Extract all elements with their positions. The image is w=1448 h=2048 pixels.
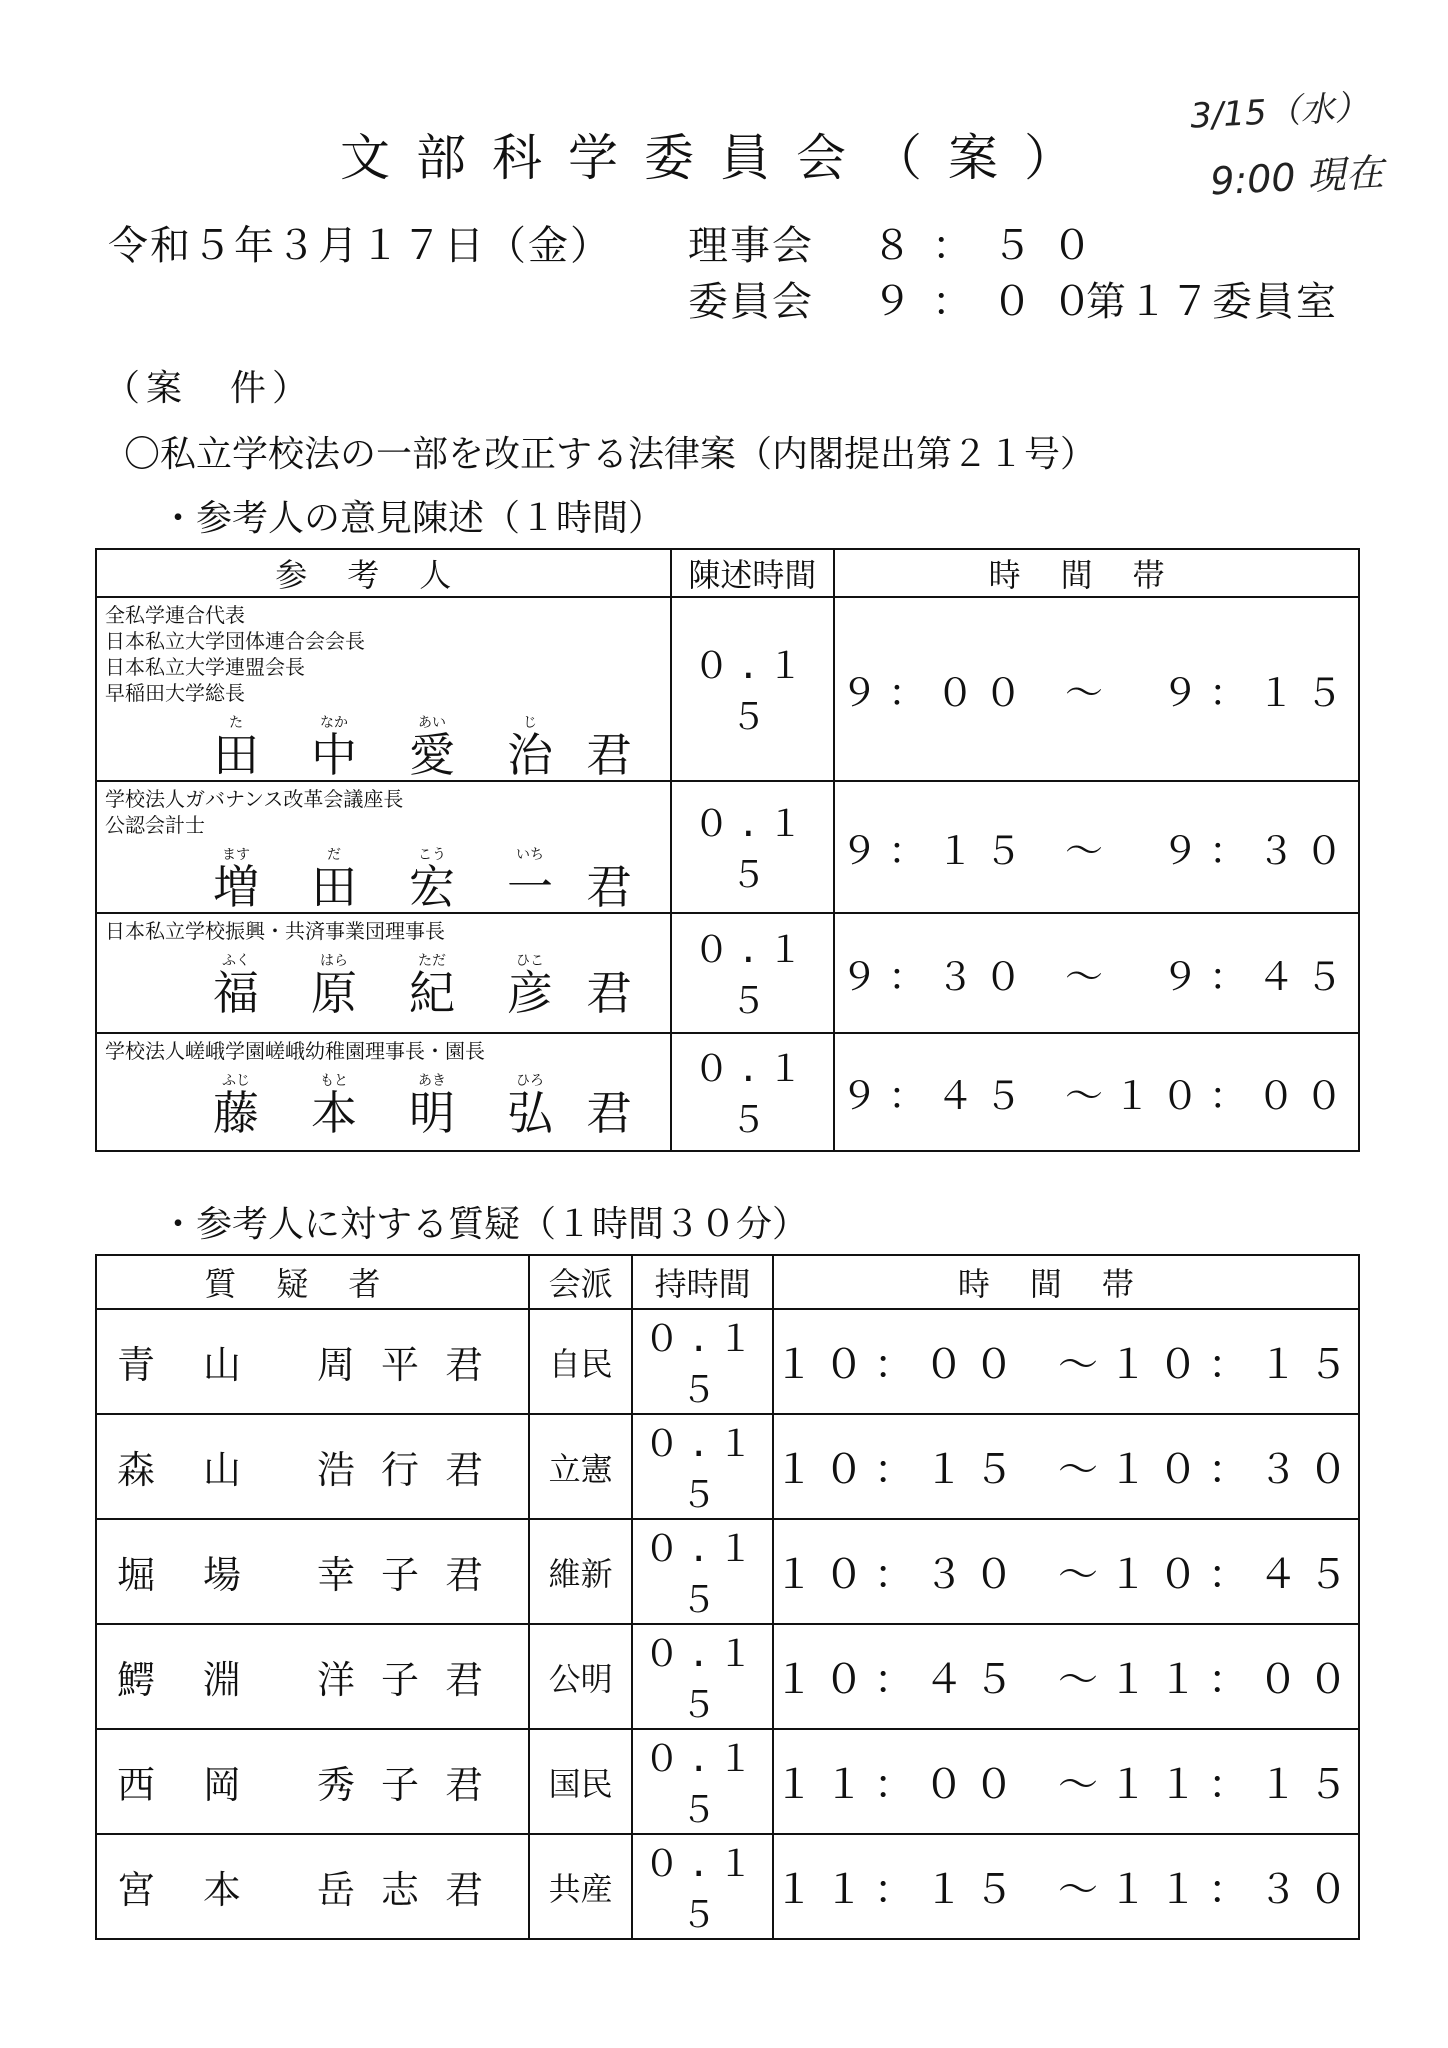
slot-cell: ９：４５ ～１０：００ [834, 1033, 1359, 1151]
duration-cell: ０.１５ [632, 1309, 772, 1414]
name-char [187, 844, 285, 912]
name-char [285, 1070, 383, 1138]
statement-row [96, 781, 1359, 913]
duration-cell: ０.１５ [671, 913, 835, 1033]
duration-cell: ０.１５ [632, 1414, 772, 1519]
furigana: もと [320, 1073, 348, 1089]
statement-row [96, 1033, 1359, 1151]
honorific: 君 [586, 728, 632, 782]
questioner-cell [96, 1309, 529, 1414]
furigana: ひこ [516, 953, 544, 969]
ref-title-line: 全私学連合代表 [105, 603, 245, 627]
questioner-family-name: 森山 [117, 1448, 290, 1492]
ref-title-line: 早稲田大学総長 [105, 681, 245, 705]
name-char [383, 950, 481, 1018]
furigana: ひろ [516, 1073, 544, 1089]
statement-row [96, 597, 1359, 781]
furigana: だ [327, 847, 341, 863]
furigana: あい [418, 715, 446, 731]
ref-title-line: 日本私立大学団体連合会会長 [105, 629, 365, 653]
ref-name [187, 712, 664, 780]
furigana: ふじ [222, 1073, 250, 1089]
questioner-family-name: 宮本 [117, 1868, 290, 1912]
statement-row [96, 913, 1359, 1033]
honorific: 君 [586, 1086, 632, 1140]
name-kanji: 彦 [507, 966, 553, 1020]
name-char [383, 1070, 481, 1138]
questions-section-title: ・参考人に対する質疑（１時間３０分） [160, 1204, 809, 1245]
name-kanji: 明 [409, 1086, 455, 1140]
name-kanji: 愛 [409, 728, 455, 782]
ref-name [187, 1070, 664, 1138]
honorific: 君 [586, 860, 632, 914]
name-char [481, 1070, 579, 1138]
handwritten-time: 9:00 現在 [1209, 150, 1385, 204]
question-row [96, 1414, 1359, 1519]
name-char [481, 844, 579, 912]
party-cell: 共産 [529, 1834, 633, 1939]
name-char [187, 712, 285, 780]
furigana: いち [516, 847, 544, 863]
name-kanji: 紀 [409, 966, 455, 1020]
statements-header-row [96, 549, 1359, 597]
name-kanji: 原 [311, 966, 357, 1020]
slot-cell: １０：４５ ～１１：００ [773, 1624, 1359, 1729]
statements-table [95, 548, 1360, 1152]
rijikai-time: ８：５０ [872, 223, 1112, 269]
name-kanji: 弘 [507, 1086, 553, 1140]
iinkai-time: ９：００ [872, 279, 1112, 325]
questioner-given-name: 洋子君 [317, 1658, 510, 1702]
slot-cell: １０：１５ ～１０：３０ [773, 1414, 1359, 1519]
name-kanji: 本 [311, 1086, 357, 1140]
questioner-cell [96, 1519, 529, 1624]
name-char [187, 1070, 285, 1138]
name-char [285, 712, 383, 780]
ref-name [187, 950, 664, 1018]
question-row [96, 1834, 1359, 1939]
handwritten-date: 3/15（水） [1189, 87, 1370, 137]
iinkai-room: 第１７委員室 [1086, 279, 1338, 325]
ref-name [187, 844, 664, 912]
question-row [96, 1729, 1359, 1834]
col-slot-q: 時間帯 [773, 1255, 1359, 1309]
duration-cell: ０.１５ [632, 1834, 772, 1939]
duration-cell: ０.１５ [632, 1519, 772, 1624]
questioner-family-name: 鰐淵 [117, 1658, 290, 1702]
party-cell: 立憲 [529, 1414, 633, 1519]
col-questioner: 質疑者 [96, 1255, 529, 1309]
questioner-given-name: 浩行君 [317, 1448, 510, 1492]
name-char [383, 844, 481, 912]
duration-cell: ０.１５ [671, 1033, 835, 1151]
name-char [383, 712, 481, 780]
party-cell: 自民 [529, 1309, 633, 1414]
furigana: あき [418, 1073, 446, 1089]
slot-cell: ９：３０ ～ ９：４５ [834, 913, 1359, 1033]
questioner-family-name: 青山 [117, 1343, 290, 1387]
questioner-cell [96, 1624, 529, 1729]
questioner-given-name: 岳志君 [317, 1868, 510, 1912]
ref-title-line: 日本私立大学連盟会長 [105, 655, 305, 679]
col-ref: 参考人 [96, 549, 671, 597]
furigana: ふく [222, 953, 250, 969]
question-row [96, 1309, 1359, 1414]
party-cell: 公明 [529, 1624, 633, 1729]
slot-cell: １０：３０ ～１０：４５ [773, 1519, 1359, 1624]
furigana: はら [320, 953, 348, 969]
ref-cell [96, 1033, 671, 1151]
ref-titles [105, 1038, 664, 1064]
col-party: 会派 [529, 1255, 633, 1309]
party-cell: 維新 [529, 1519, 633, 1624]
questioner-family-name: 西岡 [117, 1763, 290, 1807]
name-kanji: 田 [213, 728, 259, 782]
furigana: じ [523, 715, 537, 731]
col-slot: 時間帯 [834, 549, 1359, 597]
ref-titles [105, 918, 664, 944]
name-kanji: 田 [311, 860, 357, 914]
duration-cell: ０.１５ [632, 1729, 772, 1834]
agenda-heading: （案 件） [104, 368, 315, 409]
questioner-cell [96, 1414, 529, 1519]
ref-title-line: 学校法人ガバナンス改革会議座長 [105, 787, 404, 811]
questioner-cell [96, 1729, 529, 1834]
ref-title-line: 学校法人嵯峨学園嵯峨幼稚園理事長・園長 [105, 1039, 485, 1063]
duration-cell: ０.１５ [671, 597, 835, 781]
slot-cell: １１：１５ ～１１：３０ [773, 1834, 1359, 1939]
bill-title: 〇私立学校法の一部を改正する法律案（内閣提出第２１号） [124, 434, 1097, 475]
ref-title-line: 日本私立学校振興・共済事業団理事長 [105, 919, 445, 943]
rijikai-label: 理事会 [688, 223, 814, 269]
questions-header-row [96, 1255, 1359, 1309]
honorific: 君 [586, 966, 632, 1020]
furigana: なか [320, 715, 348, 731]
name-kanji: 藤 [213, 1086, 259, 1140]
question-row [96, 1519, 1359, 1624]
question-row [96, 1624, 1359, 1729]
name-kanji: 治 [507, 728, 553, 782]
duration-cell: ０.１５ [632, 1624, 772, 1729]
slot-cell: １１：００ ～１１：１５ [773, 1729, 1359, 1834]
document-title: 文部科学委員会（案） [340, 129, 1100, 187]
col-duration: 陳述時間 [671, 549, 835, 597]
meeting-date: 令和５年３月１７日（金） [108, 223, 612, 269]
name-kanji: 中 [311, 728, 357, 782]
party-cell: 国民 [529, 1729, 633, 1834]
col-duration-q: 持時間 [632, 1255, 772, 1309]
ref-cell [96, 781, 671, 913]
questioner-given-name: 幸子君 [317, 1553, 510, 1597]
slot-cell: １０：００ ～１０：１５ [773, 1309, 1359, 1414]
questioner-given-name: 周平君 [317, 1343, 510, 1387]
duration-cell: ０.１５ [671, 781, 835, 913]
furigana: こう [418, 847, 446, 863]
name-kanji: 増 [213, 860, 259, 914]
furigana: ただ [418, 953, 446, 969]
name-kanji: 宏 [409, 860, 455, 914]
name-kanji: 一 [507, 860, 553, 914]
questions-table [95, 1254, 1360, 1940]
ref-cell [96, 597, 671, 781]
questioner-family-name: 堀場 [117, 1553, 290, 1597]
slot-cell: ９：００ ～ ９：１５ [834, 597, 1359, 781]
name-char [285, 950, 383, 1018]
name-char [187, 950, 285, 1018]
furigana: ます [222, 847, 250, 863]
name-char [285, 844, 383, 912]
name-char [481, 712, 579, 780]
ref-titles [105, 786, 664, 838]
name-kanji: 福 [213, 966, 259, 1020]
slot-cell: ９：１５ ～ ９：３０ [834, 781, 1359, 913]
ref-title-line: 公認会計士 [105, 813, 205, 837]
iinkai-label: 委員会 [688, 279, 814, 325]
name-char [481, 950, 579, 1018]
furigana: た [229, 715, 243, 731]
statements-section-title: ・参考人の意見陳述（１時間） [160, 498, 665, 539]
questioner-given-name: 秀子君 [317, 1763, 510, 1807]
questioner-cell [96, 1834, 529, 1939]
ref-titles [105, 602, 664, 706]
ref-cell [96, 913, 671, 1033]
